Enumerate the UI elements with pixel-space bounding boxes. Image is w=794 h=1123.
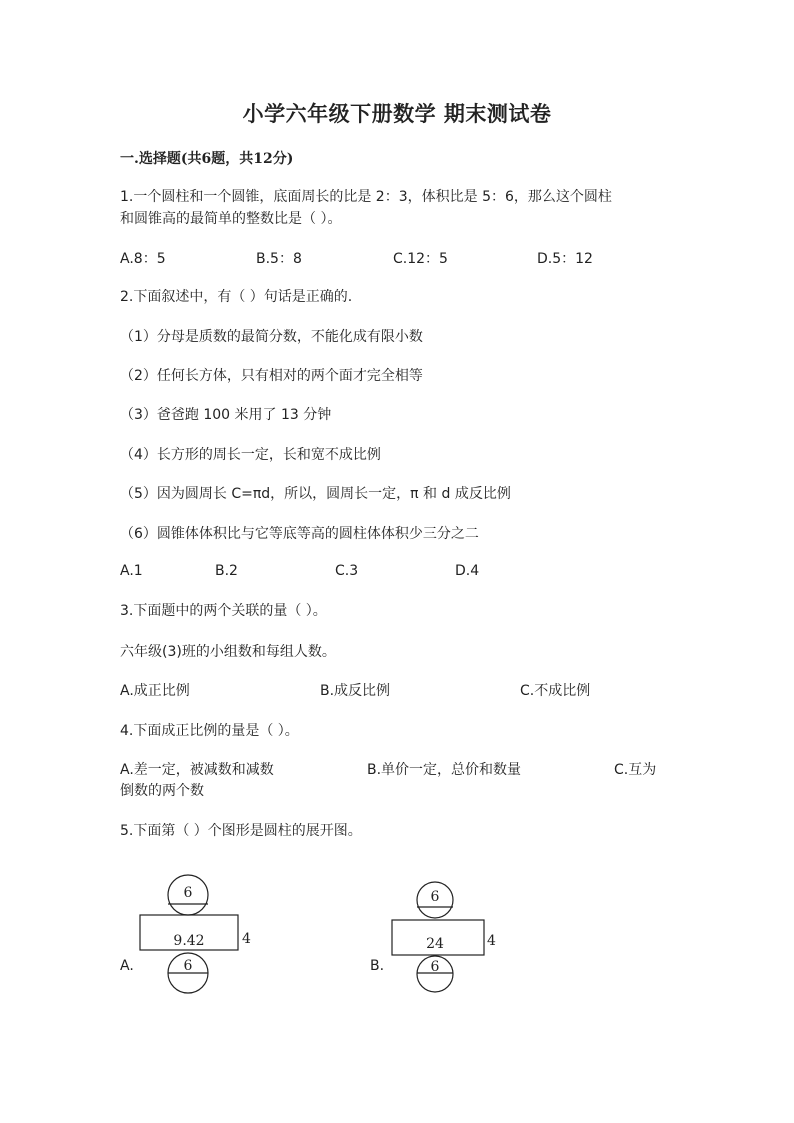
q2-item-1: （1）分母是质数的最简分数，不能化成有限小数 xyxy=(120,329,423,345)
q3-stem: 3.下面题中的两个关联的量（ ）。 xyxy=(120,603,327,619)
q4-stem: 4.下面成正比例的量是（ ）。 xyxy=(120,723,299,739)
q2-option-b[interactable]: B.2 xyxy=(215,563,238,579)
cylinder-net-b xyxy=(380,870,510,1000)
q5-option-b[interactable]: B. xyxy=(370,958,385,974)
cylinder-net-a xyxy=(130,870,260,1000)
q2-option-c[interactable]: C.3 xyxy=(335,563,359,579)
q2-item-4: （4）长方形的周长一定，长和宽不成比例 xyxy=(120,447,381,463)
q1-stem-line1: 1.一个圆柱和一个圆锥，底面周长的比是 2：3，体积比是 5：6，那么这个圆柱 xyxy=(120,189,612,205)
q4-option-c[interactable]: C.互为 xyxy=(614,762,657,778)
q3-option-b[interactable]: B.成反比例 xyxy=(320,683,391,699)
q1-option-d[interactable]: D.5：12 xyxy=(537,251,593,267)
fig-b-rect-label: 24 xyxy=(426,936,444,952)
q3-context: 六年级(3)班的小组数和每组人数。 xyxy=(120,644,336,660)
fig-b-side-label: 4 xyxy=(487,933,496,949)
q2-item-6: （6）圆锥体体积比与它等底等高的圆柱体体积少三分之二 xyxy=(120,526,479,542)
q3-option-c[interactable]: C.不成比例 xyxy=(520,683,591,699)
q2-item-2: （2）任何长方体，只有相对的两个面才完全相等 xyxy=(120,368,423,384)
fig-a-top-circle-label: 6 xyxy=(183,885,193,901)
page-title: 小学六年级下册数学 期末测试卷 xyxy=(242,101,552,126)
section-heading: 一.选择题(共6题，共12分) xyxy=(120,151,294,167)
q5-option-a[interactable]: A. xyxy=(120,958,134,974)
q2-item-3: （3）爸爸跑 100 米用了 13 分钟 xyxy=(120,407,332,423)
q1-option-c[interactable]: C.12：5 xyxy=(393,251,448,267)
q2-option-d[interactable]: D.4 xyxy=(455,563,480,579)
fig-a-side-label: 4 xyxy=(242,931,251,947)
q3-option-a[interactable]: A.成正比例 xyxy=(120,683,190,699)
fig-b-top-circle-label: 6 xyxy=(430,889,440,905)
q4-option-c-continued: 倒数的两个数 xyxy=(120,783,204,799)
fig-a-bottom-circle-label: 6 xyxy=(183,958,193,974)
q5-stem: 5.下面第（ ）个图形是圆柱的展开图。 xyxy=(120,823,362,839)
q1-option-a[interactable]: A.8：5 xyxy=(120,251,166,267)
q1-stem-line2: 和圆锥高的最简单的整数比是（ ）。 xyxy=(120,211,342,227)
q1-option-b[interactable]: B.5：8 xyxy=(256,251,302,267)
q2-option-a[interactable]: A.1 xyxy=(120,563,143,579)
q4-option-a[interactable]: A.差一定，被减数和减数 xyxy=(120,762,274,778)
q2-stem: 2.下面叙述中，有（ ）句话是正确的. xyxy=(120,289,353,305)
fig-b-bottom-circle-label: 6 xyxy=(430,959,440,975)
fig-a-rect-label: 9.42 xyxy=(173,933,205,949)
q4-option-b[interactable]: B.单价一定，总价和数量 xyxy=(367,762,522,778)
q2-item-5: （5）因为圆周长 C=πd，所以，圆周长一定，π 和 d 成反比例 xyxy=(120,486,511,502)
